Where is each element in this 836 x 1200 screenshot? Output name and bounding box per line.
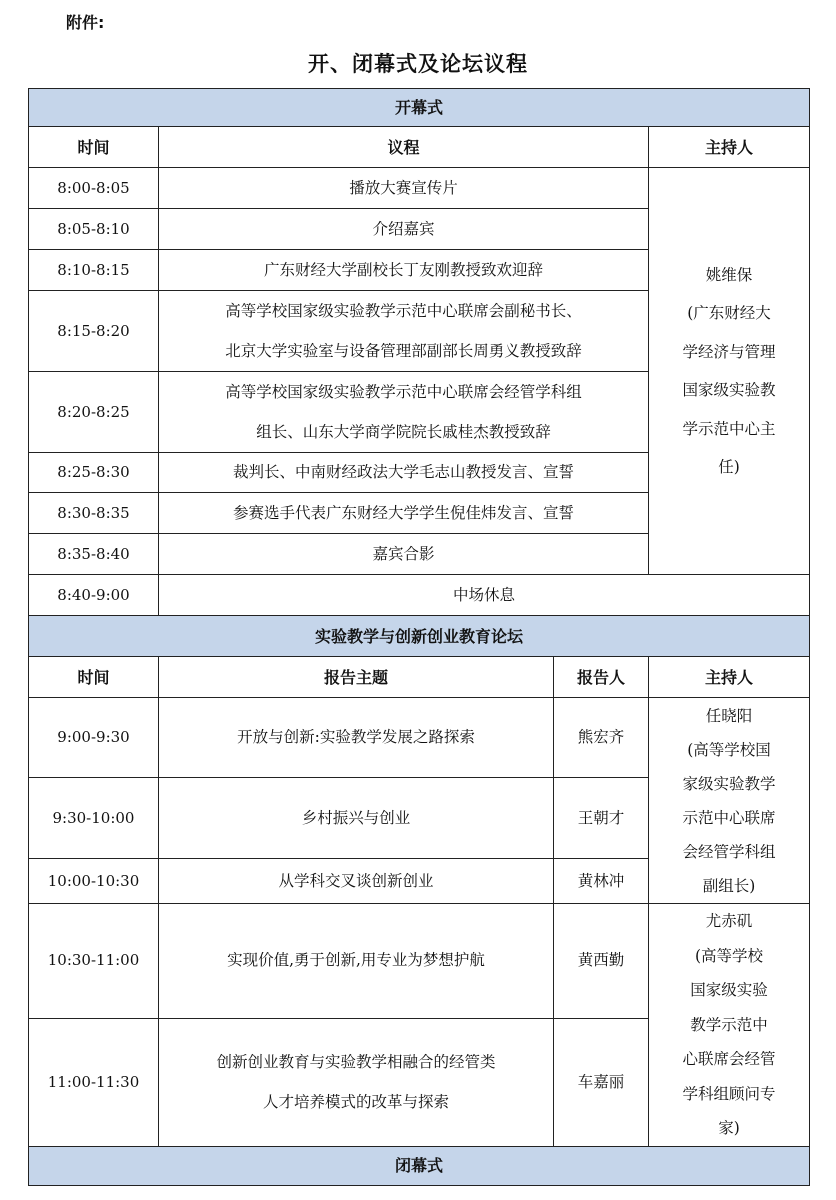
forum-speaker: 黄林冲 [554,859,649,904]
agenda-item: 裁判长、中南财经政法大学毛志山教授发言、宣誓 [159,453,649,493]
table-row-time: 8:05-8:10 [29,209,159,250]
table-row-time: 10:00-10:30 [29,859,159,904]
break-item: 中场休息 [159,575,810,616]
table-row-time: 9:00-9:30 [29,698,159,778]
agenda-item: 高等学校国家级实验教学示范中心联席会经管学科组 组长、山东大学商学院院长戚桂杰教授致辞 [159,372,649,453]
header-topic: 报告主题 [159,657,554,698]
header-time: 时间 [29,657,159,698]
section-forum-title: 实验教学与创新创业教育论坛 [29,616,810,657]
section-closing-title: 闭幕式 [29,1146,810,1185]
break-time: 8:40-9:00 [29,575,159,616]
forum-host-2: 尤赤矶 (高等学校 国家级实验 教学示范中 心联席会经管 学科组顾问专 家) [649,904,810,1147]
forum-speaker: 车嘉丽 [554,1018,649,1146]
table-row-time: 8:35-8:40 [29,534,159,575]
header-host: 主持人 [649,127,810,168]
opening-host: 姚维保 (广东财经大 学经济与管理 国家级实验教 学示范中心主 任) [649,168,810,575]
header-agenda: 议程 [159,127,649,168]
forum-topic: 开放与创新:实验教学发展之路探索 [159,698,554,778]
agenda-item: 嘉宾合影 [159,534,649,575]
table-row-time: 8:10-8:15 [29,250,159,291]
table-row-time: 8:00-8:05 [29,168,159,209]
forum-topic: 乡村振兴与创业 [159,778,554,859]
agenda-item: 广东财经大学副校长丁友刚教授致欢迎辞 [159,250,649,291]
header-speaker: 报告人 [554,657,649,698]
section-opening-title: 开幕式 [29,89,810,127]
doc-title: 开、闭幕式及论坛议程 [308,52,528,76]
agenda-item: 播放大赛宣传片 [159,168,649,209]
forum-speaker: 熊宏齐 [554,698,649,778]
forum-topic: 从学科交叉谈创新创业 [159,859,554,904]
forum-topic: 实现价值,勇于创新,用专业为梦想护航 [159,904,554,1019]
forum-topic: 创新创业教育与实验教学相融合的经管类 人才培养模式的改革与探索 [159,1018,554,1146]
forum-speaker: 王朝才 [554,778,649,859]
agenda-item: 高等学校国家级实验教学示范中心联席会副秘书长、 北京大学实验室与设备管理部副部长周勇义教授致辞 [159,291,649,372]
agenda-item: 参赛选手代表广东财经大学学生倪佳炜发言、宣誓 [159,493,649,534]
table-row-time: 9:30-10:00 [29,778,159,859]
attachment-label: 附件: [66,13,105,32]
header-host: 主持人 [649,657,810,698]
agenda-table [28,88,810,1186]
table-row-time: 8:25-8:30 [29,453,159,493]
table-row-time: 8:30-8:35 [29,493,159,534]
table-row-time: 8:20-8:25 [29,372,159,453]
table-row-time: 10:30-11:00 [29,904,159,1019]
agenda-item: 介绍嘉宾 [159,209,649,250]
table-row-time: 8:15-8:20 [29,291,159,372]
table-row-time: 11:00-11:30 [29,1018,159,1146]
forum-host-1: 任晓阳 (高等学校国 家级实验教学 示范中心联席 会经管学科组 副组长) [649,698,810,904]
header-time: 时间 [29,127,159,168]
forum-speaker: 黄西勤 [554,904,649,1019]
